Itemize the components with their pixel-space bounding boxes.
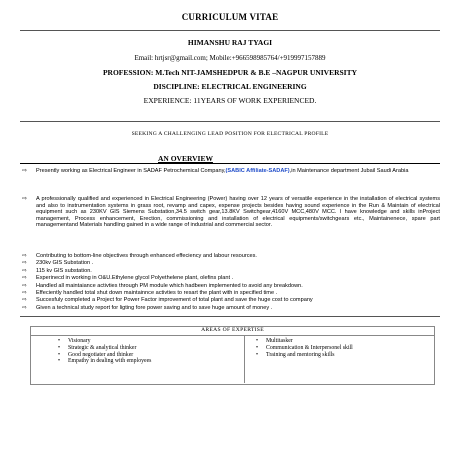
list-item: ⇨ Experinecd in working in O&U.Ethylene glycol Polyethelene plant, olefins plant . — [22, 275, 234, 282]
list-item: ⇨ Given a technical study report for ligting fore power saving and to save huge amount of money . — [22, 304, 273, 311]
list-item: • Communication & Interpersonel skill — [256, 344, 353, 351]
candidate-name: HIMANSHU RAJ TYAGI — [187, 38, 273, 47]
arrow-icon: ⇨ — [22, 168, 28, 174]
bullet-icon: • — [58, 338, 61, 344]
list-item: ⇨ 115 kv GIS substation. — [22, 267, 92, 274]
overview-rule — [20, 163, 440, 164]
list-item: ⇨ 230kv GIS Substation . — [22, 260, 94, 267]
list-item: • Good negotiater and thinker — [58, 351, 134, 358]
arrow-icon: ⇨ — [22, 282, 27, 289]
arrow-icon: ⇨ — [22, 267, 27, 274]
list-item: ⇨ Handled all maintaiance activties through PM module which hadbeen implemented to avoid any breakdown. — [22, 282, 303, 289]
list-item: ⇨ Effeciently handled total shut down maintainnce activties to resart the plant with in specified time . — [22, 290, 278, 297]
list-item: • Training and mentoring skills — [256, 351, 335, 358]
expertise-heading: AREAS OF EXPERTISE — [30, 326, 435, 336]
list-item: ⇨ Contributing to bottom-line objectives through enhanced effeciency and labour resources. — [22, 253, 257, 259]
expertise-column-divider — [244, 336, 245, 383]
section-divider — [20, 316, 440, 317]
overview-heading: AN OVERVIEW — [158, 154, 213, 163]
document-title: CURRICULUM VITAE — [181, 12, 279, 22]
arrow-icon: ⇨ — [22, 275, 27, 282]
expertise-right-list — [254, 338, 353, 358]
arrow-icon: ⇨ — [22, 196, 28, 202]
list-item: • Multitasker — [256, 338, 293, 344]
profession-line: PROFESSION: M.Tech NIT-JAMSHEDPUR & B.E –NAGPUR UNIVERSITY — [102, 68, 358, 77]
arrow-icon: ⇨ — [22, 297, 27, 304]
bullet-icon: • — [58, 351, 61, 358]
contact-line: Email: hrtjsr@gmail.com; Mobile:+966598985764/+919997157889 — [134, 54, 326, 62]
title-rule — [20, 30, 440, 31]
summary-paragraph — [22, 196, 440, 229]
company-affiliate: (SABIC Affiliate-SADAF) — [225, 168, 290, 174]
summary-text: A professionally qualified and experienced in Electrical Engineering (Power) having over 12 years of versatile experience in the installation of electrical systems and also to instrumentation systems in grass root, revamp and capex, expense projects besides having sound experience in the Run & Maintain of electrical equipment such as 230KV GIS Siemens Substation,34.5 switch gear,13.8KV Switchgear,4160V MCC,480V MCC. I have knowledge and skills inProject management, Process enhancement, Erection, commissioning and installation of electrical equipments/switchgears etc., Maintainenece, spare part managementand Materials handling gained in a wide range of industrial and commercial sector. — [36, 196, 440, 229]
list-item: • Strategic & analytical thinker — [58, 344, 137, 351]
arrow-icon: ⇨ — [22, 290, 27, 297]
current-position-prefix: Presently working as Electrical Engineer in SADAF Petrochemical Company, — [36, 168, 226, 174]
current-position-suffix: ,in Maintenance department Jubail Saudi Arabia — [289, 168, 409, 174]
overview-points — [22, 253, 440, 312]
current-position-paragraph — [22, 168, 440, 175]
experience-line: EXPERIENCE: 11YEARS OF WORK EXPERIENCED. — [143, 96, 317, 105]
list-item: • Empathy in dealing with employees — [58, 358, 152, 365]
bullet-icon: • — [256, 351, 259, 358]
list-item: • Visionary — [58, 338, 91, 344]
bullet-icon: • — [58, 344, 61, 351]
arrow-icon: ⇨ — [22, 260, 27, 267]
list-item: ⇨ Succesfuly completed a Project for Power Factor improvement of total plant and save the huge cost to company — [22, 297, 313, 304]
objective-rule-top — [20, 121, 440, 122]
arrow-icon: ⇨ — [22, 253, 27, 259]
discipline-line: DISCIPLINE: ELECTRICAL ENGINEERING — [153, 82, 307, 91]
bullet-icon: • — [256, 338, 259, 344]
objective-text: SEEKING A CHALLENGING LEAD POSITION FOR ELECTRICAL PROFILE — [131, 131, 329, 137]
expertise-left-list — [56, 338, 151, 365]
bullet-icon: • — [58, 358, 61, 365]
bullet-icon: • — [256, 344, 259, 351]
arrow-icon: ⇨ — [22, 304, 27, 311]
